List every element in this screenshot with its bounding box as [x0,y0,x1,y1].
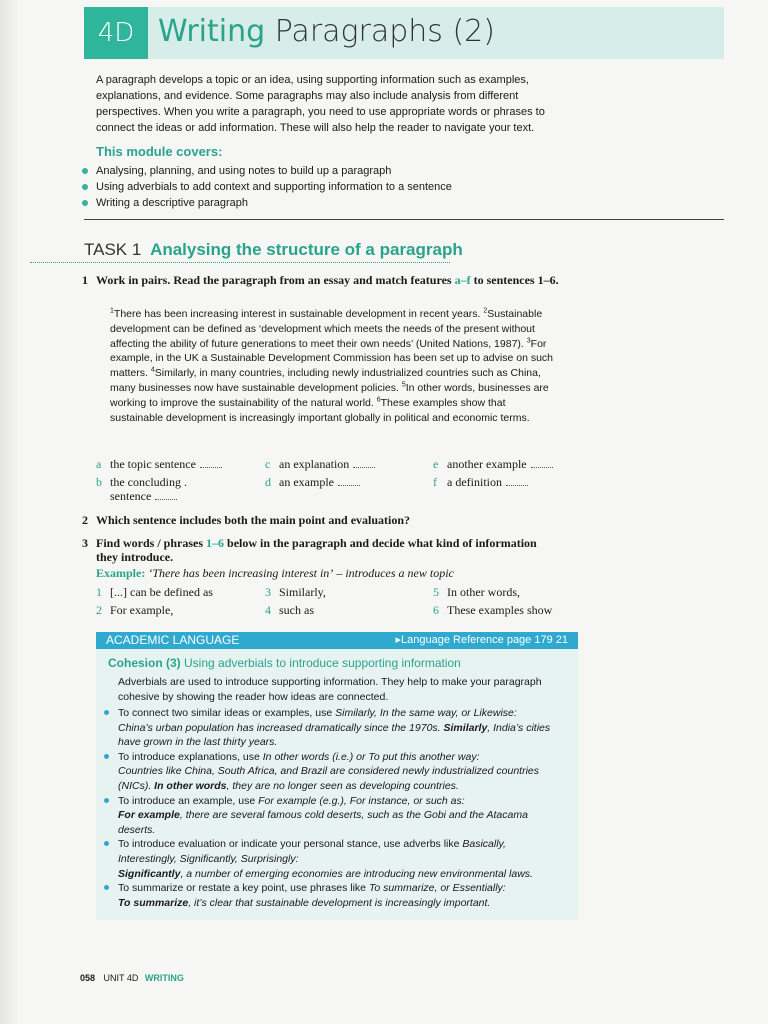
adverbial-item: To summarize or restate a key point, use phrases like To summarize, or Essentially: To summarize, it’s clear that sustainable development is increasingly important. [104,881,564,910]
task-heading [84,240,463,260]
unit-badge: 4D [84,7,148,59]
footer-unit: UNIT 4D [103,973,139,983]
example-line: Example: ‘There has been increasing interest in’ – introduces a new topic [96,566,454,580]
language-reference-link[interactable]: ▸Language Reference page 179 21 [395,634,568,646]
adverbial-item: To introduce explanations, use In other words (i.e.) or To put this another way: Countries like China, South Africa, and Brazil are considered newly industrialized countries (NICs). In other words, they are no longer seen as developing countries. [104,750,564,794]
bullet-icon [82,168,88,174]
phrase-6: 6 These examples show [433,603,553,617]
bullet-icon [104,710,109,715]
adverbial-item: To introduce evaluation or indicate your personal stance, use adverbs like Basically, Interestingly, Significantly, Surprisingly: Significantly, a number of emerging economies are introducing new environmental laws. [104,837,564,881]
task-label: TASK 1 [84,240,142,259]
module-item: Writing a descriptive paragraph [82,195,452,211]
bullet-icon [82,184,88,190]
phrase-3: 3 Similarly, [265,585,326,599]
section-divider [84,219,724,220]
feature-a: a the topic sentence [96,456,222,472]
feature-f: f a definition [433,474,528,490]
feature-d: d an example [265,474,360,490]
academic-language-label: ACADEMIC LANGUAGE [106,633,240,647]
essay-passage: $^1$There has been increasing interest in sustainable development in recent years. $^2$Sustainable development can be defined as ‘development which meets the needs of the present without affecting the ability of future generations to meet their own needs’ (United Nations, 1987). $^3$For example, in the UK a Sustainable Development Commission has been set up to advise on such matters. $^4$Similarly, in many countries, including newly industrialized countries such as China, many businesses now have sustainable development policies. $^5$In other words, businesses are working to improve the sustainability of the natural world. $^6$These examples show that sustainable development is increasingly important globally in political and economic terms. [110,307,553,424]
page-edge [0,0,18,1024]
footer-section: WRITING [144,973,184,983]
answer-blank[interactable] [338,475,360,486]
feature-b-line2: sentence [110,488,177,504]
phrase-2: 2 For example, [96,603,174,617]
adverbial-list [104,706,564,910]
academic-language-bar [96,632,578,649]
module-item: Analysing, planning, and using notes to build up a paragraph [82,163,452,179]
module-heading: This module covers: [96,144,223,159]
phrase-1: 1 [...] can be defined as [96,585,213,599]
feature-e: e another example [433,456,553,472]
answer-blank[interactable] [200,457,222,468]
adverbial-item: To connect two similar ideas or examples, use Similarly, In the same way, or Likewise: China’s urban population has increased dramatically since the 1970s. Similarly, India’s cities have grown in the last thirty years. [104,706,564,750]
cohesion-heading: Cohesion (3) Using adverbials to introduce supporting information [108,656,461,670]
bullet-icon [82,200,88,206]
page-number: 058 [80,973,96,983]
task-underline [30,262,450,263]
page-footer [80,973,184,983]
answer-blank[interactable] [531,457,553,468]
bullet-icon [104,885,109,890]
adverbial-item: To introduce an example, use For example (e.g.), For instance, or such as: For example, there are several famous cold deserts, such as the Gobi and the Atacama deserts. [104,794,564,838]
title-rest: Paragraphs (2) [274,14,495,49]
header-banner [84,7,724,59]
answer-blank[interactable] [353,457,375,468]
bullet-icon [104,754,109,759]
module-list [82,163,452,211]
answer-blank[interactable] [155,489,177,500]
bullet-icon [104,798,109,803]
intro-paragraph: A paragraph develops a topic or an idea, using supporting information such as examples, explanations, and evidence. Some paragraphs may also include analysis from different perspectives. When you write a paragraph, you need to use appropriate words or phrases to connect the ideas or add information. These will also help the reader to navigate your text. [96,74,545,134]
title-main: Writing [158,14,266,49]
answer-blank[interactable] [506,475,528,486]
phrase-5: 5 In other words, [433,585,520,599]
academic-intro: Adverbials are used to introduce supporting information. They help to make your paragraph cohesive by showing the reader how ideas are connected. [118,676,542,703]
bullet-icon [104,841,109,846]
task-title: Analysing the structure of a paragraph [150,240,463,259]
phrase-4: 4 such as [265,603,314,617]
question-3: 3 Find words / phrases 1–6 below in the paragraph and decide what kind of information they introduce. [82,536,537,564]
feature-c: c an explanation [265,456,375,472]
page-title [158,14,495,49]
feature-b: b the concluding . [96,475,187,489]
module-item: Using adverbials to add context and supporting information to a sentence [82,179,452,195]
